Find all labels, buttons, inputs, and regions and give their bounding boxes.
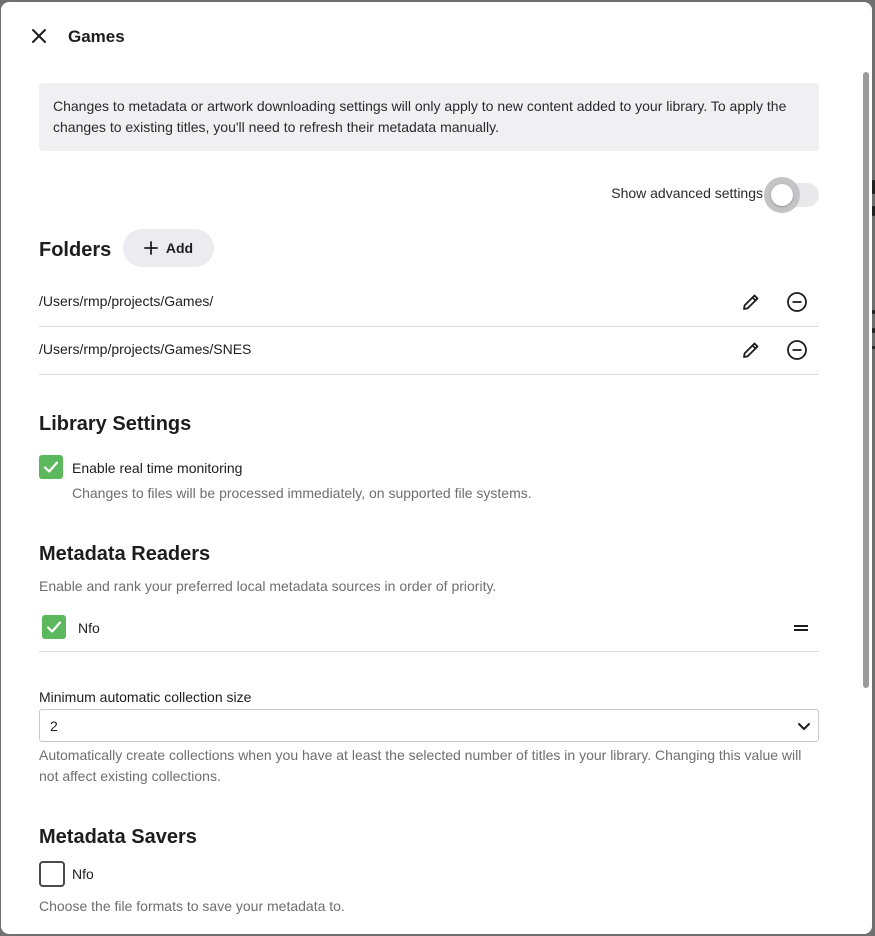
metadata-readers-description: Enable and rank your preferred local metadata sources in order of priority. [39, 578, 497, 594]
remove-circle-icon[interactable] [785, 290, 809, 314]
nfo-saver-label: Nfo [72, 866, 94, 882]
metadata-notice: Changes to metadata or artwork downloading settings will only apply to new content added to your library. To apply the changes to existing titles, you'll need to refresh their metadata manually. [39, 83, 819, 151]
collection-size-label: Minimum automatic collection size [39, 689, 252, 705]
edit-pencil-icon[interactable] [739, 338, 763, 362]
metadata-readers-heading: Metadata Readers [39, 543, 211, 565]
chevron-down-icon [796, 718, 812, 734]
add-folder-button[interactable] [123, 229, 214, 267]
folder-path: /Users/rmp/projects/Games/ [39, 293, 214, 309]
drag-handle-icon[interactable] [789, 616, 813, 640]
collection-size-help: Automatically create collections when you have at least the selected number of titles in your library. Changing this value will not affect existing collections. [39, 747, 802, 784]
folder-row [39, 278, 819, 327]
add-button-label: Add [165, 240, 194, 256]
advanced-settings-label: Show advanced settings [611, 185, 763, 201]
folder-path: /Users/rmp/projects/Games/SNES [39, 341, 252, 357]
folder-row [39, 326, 819, 375]
dialog-title: Games [68, 27, 125, 46]
realtime-monitoring-label: Enable real time monitoring [72, 460, 243, 476]
metadata-savers-help: Choose the file formats to save your metadata to. [39, 898, 345, 914]
realtime-monitoring-checkbox[interactable] [39, 455, 63, 479]
edit-pencil-icon[interactable] [739, 290, 763, 314]
advanced-settings-toggle[interactable] [763, 177, 819, 213]
collection-size-select[interactable] [39, 709, 819, 742]
realtime-monitoring-help: Changes to files will be processed immediately, on supported file systems. [72, 485, 532, 501]
checkmark-icon [45, 618, 63, 636]
dialog-header [1, 2, 872, 70]
nfo-saver-checkbox[interactable] [39, 861, 65, 887]
library-settings-heading: Library Settings [39, 413, 192, 435]
checkmark-icon [42, 458, 60, 476]
scrollbar-thumb[interactable] [863, 72, 869, 688]
nfo-reader-checkbox[interactable] [42, 615, 66, 639]
plus-icon [144, 241, 158, 255]
nfo-reader-label: Nfo [78, 620, 100, 636]
collection-size-value: 2 [50, 718, 58, 734]
remove-circle-icon[interactable] [785, 338, 809, 362]
library-settings-dialog [1, 2, 872, 934]
close-icon[interactable] [27, 24, 51, 48]
metadata-reader-row [39, 602, 819, 652]
toggle-knob [764, 177, 800, 213]
metadata-savers-heading: Metadata Savers [39, 826, 197, 848]
folders-heading: Folders [39, 239, 112, 261]
